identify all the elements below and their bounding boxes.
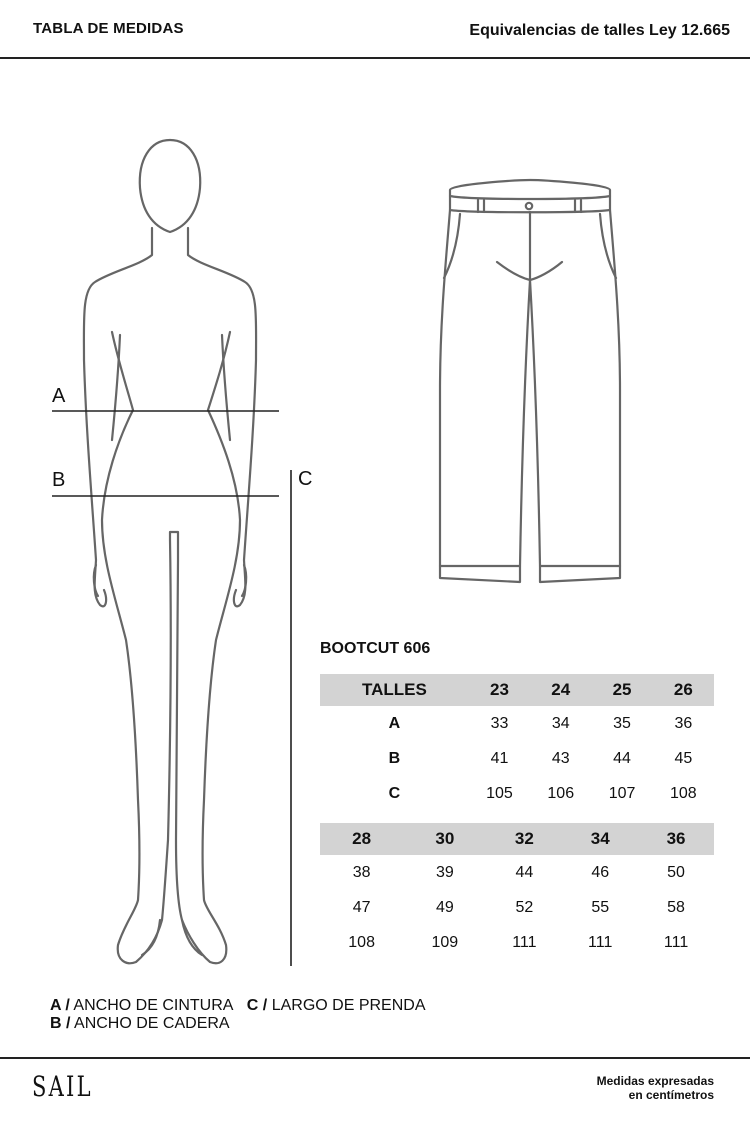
table-cell: 58	[667, 898, 685, 916]
size-table-2	[320, 823, 714, 960]
table-cell: 41	[490, 749, 509, 767]
table-header-cell: 28	[320, 823, 403, 855]
table-header-cell: 30	[403, 823, 486, 855]
table-cell: 55	[591, 898, 610, 916]
table-row	[320, 776, 714, 811]
table-cell: 111	[512, 933, 537, 951]
units-note-line-1: Medidas expresadas	[596, 1074, 714, 1088]
measure-label-a: A	[52, 385, 66, 407]
table-row	[320, 925, 714, 960]
table-row	[320, 706, 714, 741]
table-cell: 38	[352, 863, 371, 881]
product-name: BOOTCUT 606	[320, 640, 431, 657]
table-cell: A	[388, 714, 401, 732]
page-title: TABLA DE MEDIDAS	[33, 20, 184, 37]
table-cell: 33	[490, 714, 509, 732]
table-cell: 106	[547, 784, 575, 802]
table-cell: 35	[613, 714, 631, 732]
table-row	[320, 855, 714, 890]
table-cell: 34	[551, 714, 570, 732]
legend-text-c: LARGO DE PRENDA	[271, 997, 426, 1014]
legend-text-a: ANCHO DE CINTURA	[73, 997, 234, 1014]
table-header-cell: TALLES	[320, 674, 469, 706]
table-header-cell: 26	[653, 674, 714, 706]
table-cell: 36	[674, 714, 693, 732]
table-cell: 44	[515, 863, 534, 881]
table-cell: 46	[591, 863, 610, 881]
mannequin-figure	[84, 140, 256, 963]
table-cell: 111	[588, 933, 613, 951]
legend-key-c: C /	[246, 997, 268, 1014]
size-table-1	[320, 674, 714, 811]
table-header-cell: 34	[562, 823, 638, 855]
units-note	[597, 1074, 714, 1102]
table-cell: 43	[551, 749, 570, 767]
legend-line-1	[50, 997, 426, 1015]
table-cell: 108	[348, 933, 375, 951]
measure-label-c: C	[298, 468, 313, 490]
table-cell: 50	[667, 863, 685, 881]
page-subtitle: Equivalencias de talles Ley 12.665	[469, 22, 730, 39]
table-header-cell: 23	[469, 674, 530, 706]
pants-illustration	[440, 180, 620, 582]
table-header-cell: 24	[530, 674, 591, 706]
table-cell: 45	[674, 749, 693, 767]
table-cell: 49	[435, 898, 454, 916]
table-cell: 111	[663, 933, 689, 951]
units-note-line-2: en centímetros	[628, 1088, 714, 1102]
table-cell: 44	[613, 749, 631, 767]
table-header-cell: 25	[591, 674, 652, 706]
table-cell: 52	[515, 898, 534, 916]
table-cell: 39	[435, 863, 454, 881]
table-header-cell: 32	[486, 823, 562, 855]
table-cell: 105	[486, 784, 513, 802]
footer-divider	[0, 1057, 750, 1059]
table-cell: 107	[608, 784, 636, 802]
table-cell: C	[388, 784, 401, 802]
brand-logo: SAIL	[32, 1070, 93, 1103]
table-row	[320, 741, 714, 776]
legend-text-b: ANCHO DE CADERA	[74, 1015, 230, 1032]
table-row	[320, 890, 714, 925]
table-header-row	[320, 674, 714, 706]
table-cell: 108	[669, 784, 697, 802]
table-cell: 47	[352, 898, 371, 916]
table-cell: B	[388, 749, 401, 767]
table-header-cell: 36	[638, 823, 714, 855]
legend-line-2	[50, 1015, 230, 1033]
legend-key-a: A /	[50, 997, 70, 1014]
table-cell: 109	[431, 933, 459, 951]
table-header-row	[320, 823, 714, 855]
measure-label-b: B	[52, 469, 66, 491]
legend-key-b: B /	[50, 1015, 71, 1032]
